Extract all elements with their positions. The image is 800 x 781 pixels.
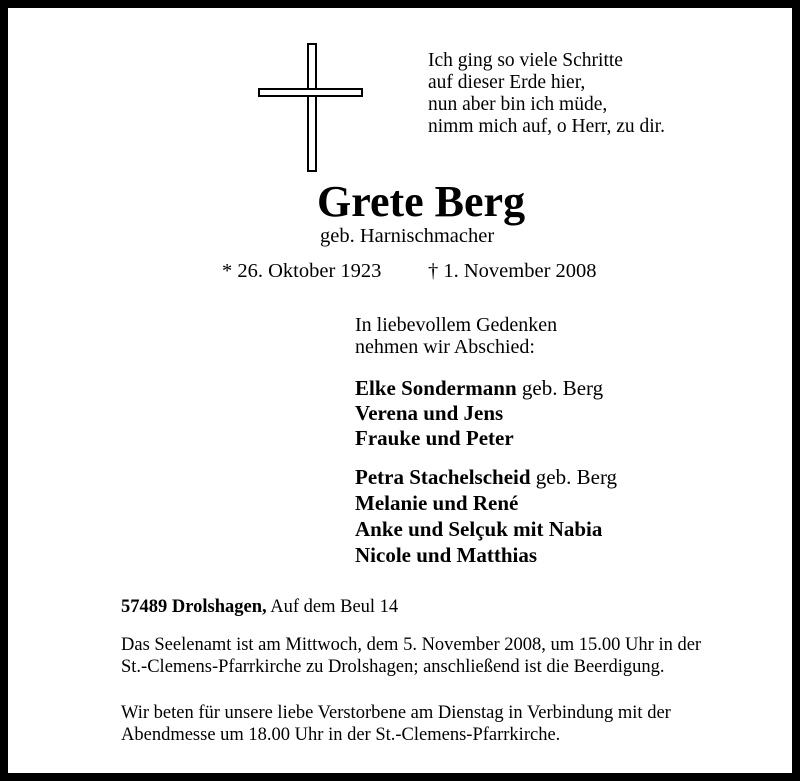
family-member: Verena und Jens: [355, 401, 504, 425]
poem-line: nun aber bin ich müde,: [428, 94, 608, 115]
memorial-line: In liebevollem Gedenken: [355, 314, 558, 336]
poem-line: nimm mich auf, o Herr, zu dir.: [428, 116, 665, 137]
family-member: Nicole und Matthias: [355, 543, 538, 567]
family-member: Anke und Selçuk mit Nabia: [355, 517, 603, 541]
family-member: Melanie und René: [355, 491, 519, 515]
memorial-line: nehmen wir Abschied:: [355, 336, 535, 358]
poem-line: auf dieser Erde hier,: [428, 72, 586, 93]
family-member: Elke Sondermann geb. Berg: [355, 376, 604, 400]
notice-line: Das Seelenamt ist am Mittwoch, dem 5. November 2008, um 15.00 Uhr in der: [121, 635, 702, 655]
notice-line: St.-Clemens-Pfarrkirche zu Drolshagen; anschließend ist die Beerdigung.: [121, 657, 665, 677]
notice-line: Abendmesse um 18.00 Uhr in der St.-Clemens-Pfarrkirche.: [121, 725, 561, 745]
poem-line: Ich ging so viele Schritte: [428, 50, 623, 71]
birth-name: geb. Harnischmacher: [320, 225, 495, 247]
birth-date: * 26. Oktober 1923: [222, 260, 382, 282]
notice-line: Wir beten für unsere liebe Verstorbene am Dienstag in Verbindung mit der: [121, 703, 671, 723]
family-member: Petra Stachelscheid geb. Berg: [355, 465, 618, 489]
deceased-name: Grete Berg: [317, 177, 526, 226]
family-member: Frauke und Peter: [355, 426, 514, 450]
death-date: † 1. November 2008: [428, 260, 597, 282]
address: 57489 Drolshagen, Auf dem Beul 14: [121, 597, 399, 617]
